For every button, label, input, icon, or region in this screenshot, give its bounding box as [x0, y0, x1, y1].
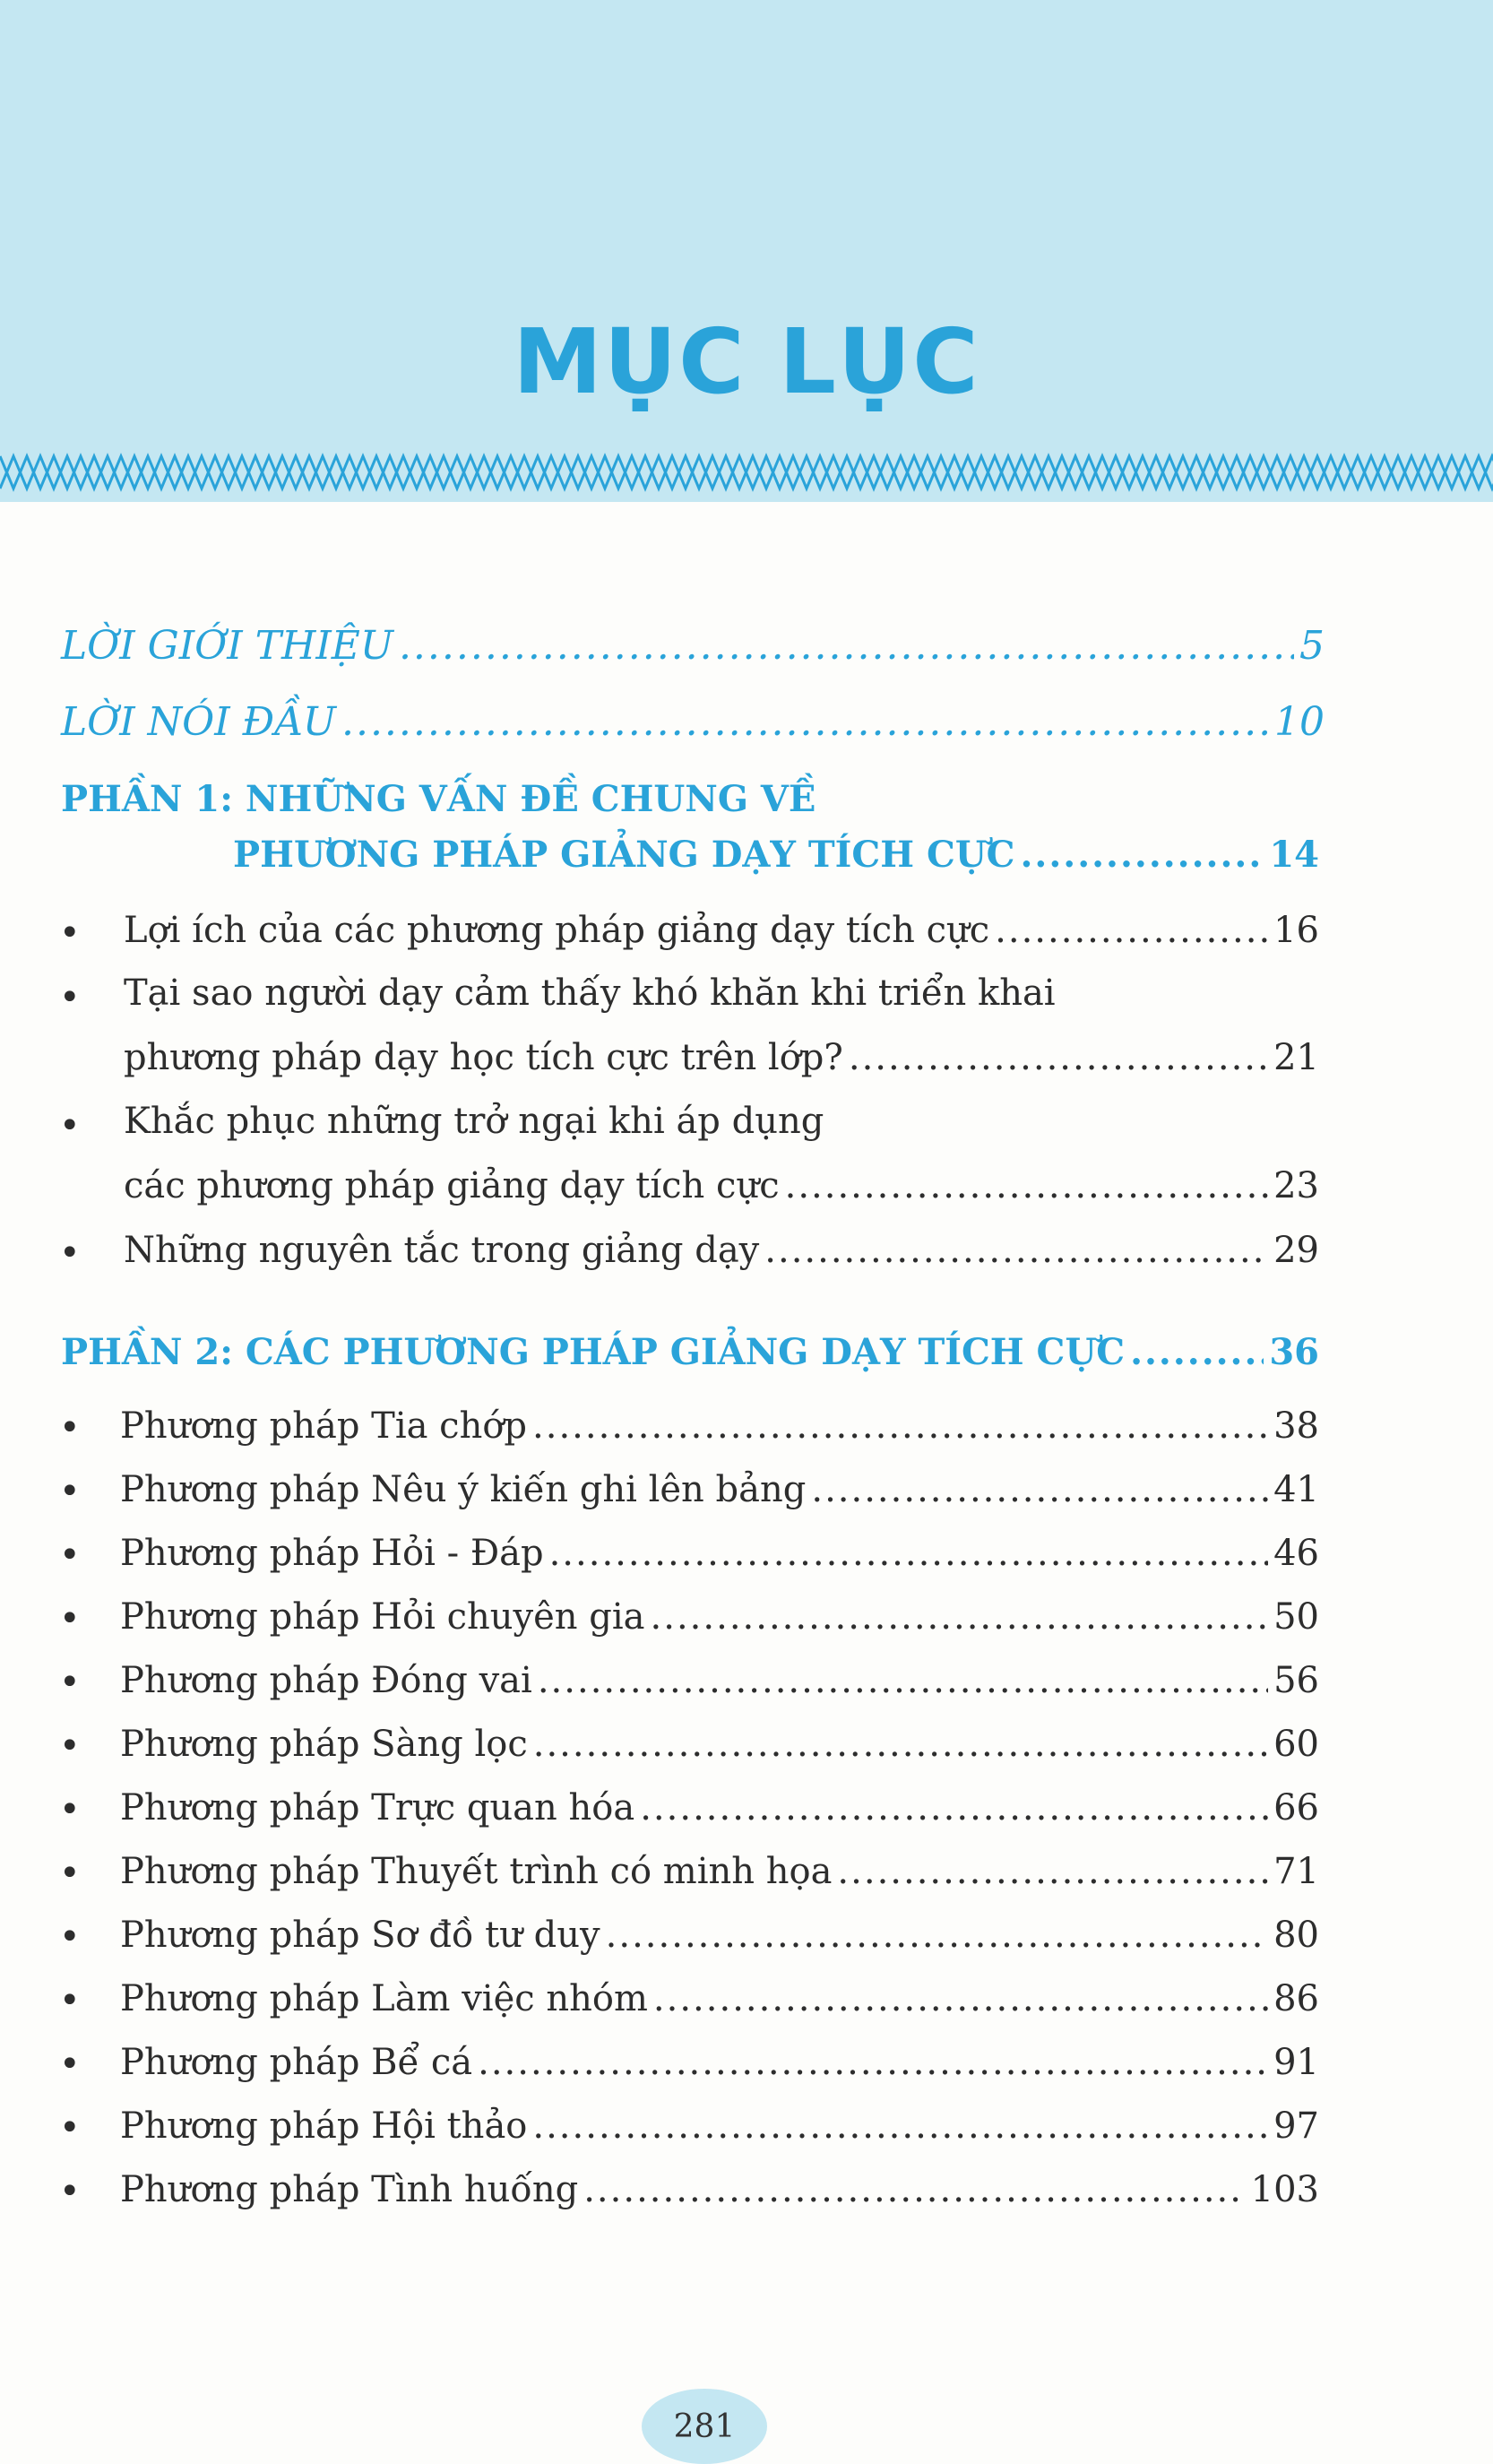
toc-entry-label: Phương pháp Tình huống — [120, 2169, 579, 2210]
leader-dots — [583, 2169, 1245, 2210]
toc-entry-label: Phương pháp Hội thảo — [120, 2105, 528, 2147]
toc-entry-intro[interactable] — [61, 623, 1325, 669]
toc-entry-page: 80 — [1273, 1915, 1319, 1956]
page-number-badge — [642, 2389, 767, 2464]
bullet: • — [59, 2107, 81, 2148]
toc-entry-label: Những nguyên tắc trong giảng dạy — [124, 1230, 760, 1271]
toc-entry[interactable] — [120, 1533, 1319, 1574]
toc-entry[interactable] — [124, 910, 1319, 951]
leader-dots — [1021, 834, 1264, 876]
toc-entry-page: 16 — [1273, 910, 1319, 951]
bullet: • — [59, 1598, 81, 1639]
leader-dots — [532, 2105, 1268, 2147]
leader-dots — [533, 1724, 1268, 1765]
bullet: • — [59, 1407, 81, 1448]
bullet: • — [59, 977, 81, 1018]
toc-entry-label: Phương pháp Sơ đồ tư duy — [120, 1915, 600, 1956]
toc-entry-label: Phương pháp Nêu ý kiến ghi lên bảng — [120, 1469, 807, 1510]
toc-entry-label: Phương pháp Làm việc nhóm — [120, 1978, 648, 2019]
toc-entry[interactable] — [124, 1037, 1319, 1078]
toc-entry-label: Phương pháp Trực quan hóa — [120, 1787, 635, 1829]
leader-dots — [399, 623, 1294, 669]
leader-dots — [341, 699, 1269, 745]
bullet: • — [59, 1662, 81, 1703]
toc-entry-page: 36 — [1269, 1331, 1319, 1373]
toc-entry-label: Phương pháp Tia chớp — [120, 1405, 528, 1447]
leader-dots — [1130, 1331, 1264, 1373]
toc-entry[interactable] — [120, 1915, 1319, 1956]
decorative-border — [0, 453, 1493, 492]
toc-entry-label: Phương pháp Hỏi - Đáp — [120, 1533, 544, 1574]
toc-entry-label: các phương pháp giảng dạy tích cực — [124, 1165, 780, 1206]
leader-dots — [995, 910, 1268, 951]
toc-entry[interactable] — [120, 1851, 1319, 1892]
toc-entry-page: 14 — [1269, 834, 1319, 876]
toc-entry-page: 50 — [1273, 1596, 1319, 1638]
toc-entry-page: 86 — [1273, 1978, 1319, 2019]
page-title: MỤC LỤC — [513, 309, 980, 414]
toc-entry-page: 41 — [1273, 1469, 1319, 1510]
leader-dots — [651, 1596, 1269, 1638]
toc-entry-label: Phương pháp Sàng lọc — [120, 1724, 528, 1765]
leader-dots — [764, 1230, 1268, 1271]
toc-entry-part2[interactable] — [61, 1331, 1319, 1373]
toc-entry[interactable] — [120, 1660, 1319, 1701]
toc-entry-page: 97 — [1273, 2105, 1319, 2147]
toc-entry-line1: Khắc phục những trở ngại khi áp dụng — [124, 1101, 824, 1142]
leader-dots — [837, 1851, 1268, 1892]
toc-entry-page: 21 — [1273, 1037, 1319, 1078]
toc-entry-page: 60 — [1273, 1724, 1319, 1765]
bullet: • — [59, 1853, 81, 1894]
toc-entry[interactable] — [120, 1978, 1319, 2019]
leader-dots — [606, 1915, 1268, 1956]
leader-dots — [640, 1787, 1268, 1829]
toc-entry-label: LỜI GIỚI THIỆU — [61, 623, 393, 669]
bullet: • — [59, 1471, 81, 1512]
leader-dots — [785, 1165, 1268, 1206]
toc-entry-page: 38 — [1273, 1405, 1319, 1447]
toc-entry[interactable] — [120, 2105, 1319, 2147]
toc-entry-label: LỜI NÓI ĐẦU — [61, 699, 336, 745]
toc-entry-page: 5 — [1299, 623, 1325, 669]
toc-entry-label: Phương pháp Bể cá — [120, 2042, 473, 2083]
toc-entry-page: 10 — [1274, 699, 1325, 745]
toc-entry[interactable] — [120, 2169, 1319, 2210]
bullet: • — [59, 1105, 81, 1146]
header-band — [0, 0, 1493, 502]
toc-entry-label: phương pháp dạy học tích cực trên lớp? — [124, 1037, 843, 1078]
toc-entry-page: 29 — [1273, 1230, 1319, 1271]
toc-entry-part1[interactable] — [233, 834, 1319, 876]
toc-entry-page: 91 — [1273, 2042, 1319, 2083]
toc-entry[interactable] — [124, 1230, 1319, 1271]
leader-dots — [538, 1660, 1268, 1701]
toc-entry-preface[interactable] — [61, 699, 1325, 745]
toc-entry-page: 103 — [1250, 2169, 1319, 2210]
toc-entry-page: 71 — [1273, 1851, 1319, 1892]
toc-entry-label: Phương pháp Thuyết trình có minh họa — [120, 1851, 833, 1892]
toc-entry-label: Phương pháp Hỏi chuyên gia — [120, 1596, 645, 1638]
toc-entry-page: 66 — [1273, 1787, 1319, 1829]
bullet: • — [59, 1980, 81, 2021]
bullet: • — [59, 1535, 81, 1576]
toc-entry-line1: Tại sao người dạy cảm thấy khó khăn khi triển khai — [124, 973, 1056, 1014]
toc-entry-label: PHƯƠNG PHÁP GIẢNG DẠY TÍCH CỰC — [233, 834, 1015, 876]
bullet: • — [59, 2044, 81, 2085]
leader-dots — [811, 1469, 1268, 1510]
toc-entry-page: 23 — [1273, 1165, 1319, 1206]
leader-dots — [653, 1978, 1268, 2019]
bullet: • — [59, 1232, 81, 1274]
leader-dots — [532, 1405, 1268, 1447]
toc-entry[interactable] — [120, 2042, 1319, 2083]
bullet: • — [59, 1916, 81, 1958]
leader-dots — [549, 1533, 1269, 1574]
bullet: • — [59, 912, 81, 954]
bullet: • — [59, 1789, 81, 1830]
page-number: 281 — [673, 2408, 736, 2445]
toc-entry-page: 46 — [1273, 1533, 1319, 1574]
toc-entry[interactable] — [120, 1787, 1319, 1829]
toc-entry-label: PHẦN 2: CÁC PHƯƠNG PHÁP GIẢNG DẠY TÍCH CỰC — [61, 1331, 1126, 1373]
toc-entry[interactable] — [120, 1596, 1319, 1638]
toc-entry[interactable] — [124, 1165, 1319, 1206]
leader-dots — [478, 2042, 1268, 2083]
bullet: • — [59, 2171, 81, 2212]
toc-entry[interactable] — [120, 1724, 1319, 1765]
toc-entry-label: Lợi ích của các phương pháp giảng dạy tích cực — [124, 910, 990, 951]
toc-entry[interactable] — [120, 1405, 1319, 1447]
toc-entry-page: 56 — [1273, 1660, 1319, 1701]
part1-heading-line1: PHẦN 1: NHỮNG VẤN ĐỀ CHUNG VỀ — [61, 778, 816, 820]
leader-dots — [849, 1037, 1268, 1078]
toc-entry[interactable] — [120, 1469, 1319, 1510]
bullet: • — [59, 1725, 81, 1767]
toc-entry-label: Phương pháp Đóng vai — [120, 1660, 532, 1701]
